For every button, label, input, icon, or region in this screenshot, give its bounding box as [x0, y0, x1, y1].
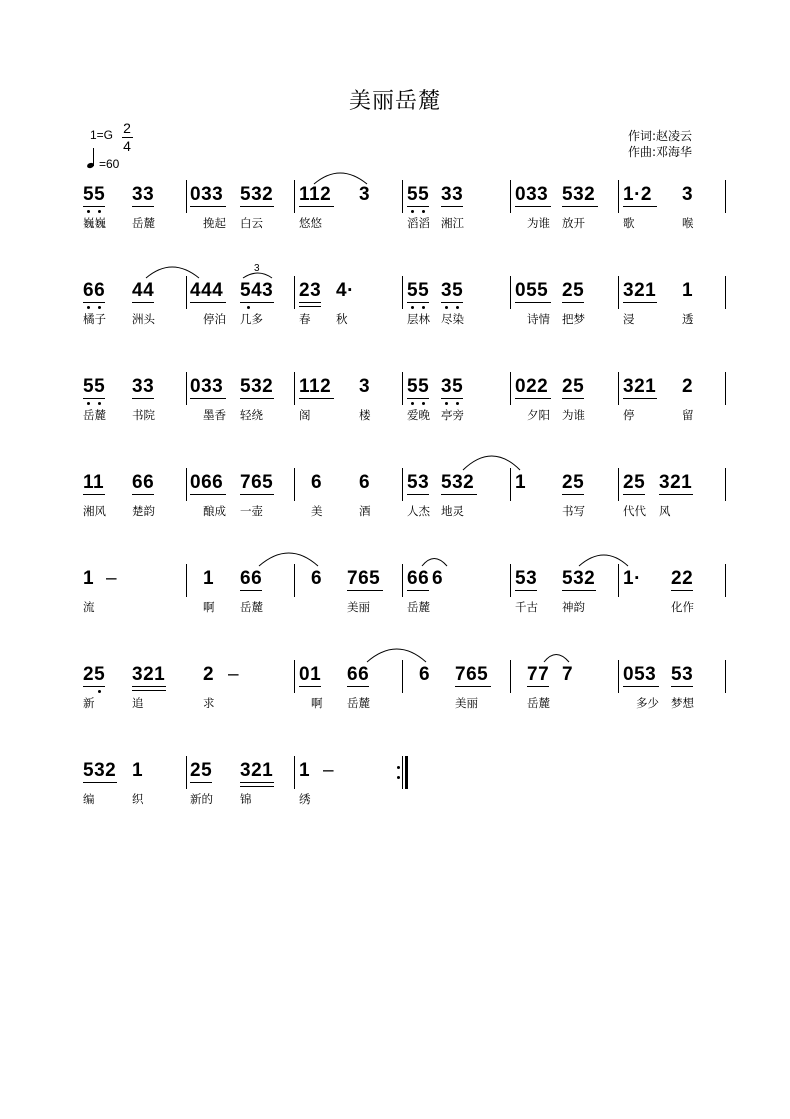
- note-group: 2: [682, 376, 694, 397]
- staff-row-7: [0, 756, 790, 816]
- note-group: 53: [407, 472, 430, 493]
- lyric: 轻绕: [240, 408, 263, 422]
- lyric: 楼: [359, 408, 371, 422]
- note-group: 532: [83, 760, 117, 781]
- lyric: 啊: [203, 600, 215, 614]
- lyric: 夕阳: [527, 408, 550, 422]
- lyric: 啊: [311, 696, 323, 710]
- note-group: 055: [515, 280, 549, 301]
- lyric: 求: [203, 696, 215, 710]
- barline: [618, 180, 619, 213]
- barline: [294, 372, 295, 405]
- note-group: 44: [132, 280, 155, 301]
- lyric: 透: [682, 312, 694, 326]
- note-group: 321: [623, 376, 657, 397]
- lyric: 橘子: [83, 312, 106, 326]
- note-group: –: [106, 568, 118, 589]
- note-group: 1: [682, 280, 694, 301]
- lyric: 书写: [562, 504, 585, 518]
- lyric: 几多: [240, 312, 263, 326]
- lyric: 留: [682, 408, 694, 422]
- barline: [186, 372, 187, 405]
- note-group: 3: [359, 376, 371, 397]
- composer-credit: 作曲:邓海华: [628, 145, 693, 159]
- note-group: 35: [441, 376, 464, 397]
- lyric: 巍巍: [83, 216, 106, 230]
- lyric: 岳麓: [83, 408, 106, 422]
- credits: [628, 128, 692, 160]
- lyricist-credit: 作词:赵凌云: [628, 129, 693, 143]
- note-group: 022: [515, 376, 549, 397]
- time-signature-top: 2: [123, 120, 131, 136]
- note-group: 25: [562, 376, 585, 397]
- barline: [186, 180, 187, 213]
- lyric: 织: [132, 792, 144, 806]
- barline: [725, 180, 726, 213]
- note-group: 77: [527, 664, 550, 685]
- triplet-mark: 3: [254, 263, 261, 274]
- lyric: 尽染: [441, 312, 464, 326]
- note-group: 23: [299, 280, 322, 301]
- key-signature: 1=G: [90, 128, 114, 142]
- note-group: 55: [407, 376, 430, 397]
- note-group: 22: [671, 568, 694, 589]
- note-group: 25: [83, 664, 106, 685]
- note-group: 543: [240, 280, 274, 301]
- note-group: 033: [515, 184, 549, 205]
- lyric: 化作: [671, 600, 694, 614]
- lyric: 新: [83, 696, 95, 710]
- note-group: 532: [240, 184, 274, 205]
- note-group: 35: [441, 280, 464, 301]
- barline: [725, 660, 726, 693]
- lyric: 千古: [515, 600, 538, 614]
- note-group: 6: [432, 568, 444, 589]
- note-group: 55: [83, 376, 106, 397]
- staff-row-3: [0, 372, 790, 432]
- lyric: 梦想: [671, 696, 694, 710]
- note-group: 2: [203, 664, 215, 685]
- tie-arc: [462, 450, 522, 474]
- lyric: 流: [83, 600, 95, 614]
- note-group: 7: [562, 664, 574, 685]
- lyric: 美: [311, 504, 323, 518]
- barline: [294, 276, 295, 309]
- triplet-bracket: [242, 270, 274, 280]
- note-group: 66: [132, 472, 155, 493]
- barline: [725, 372, 726, 405]
- lyric: 湘江: [441, 216, 464, 230]
- barline: [402, 468, 403, 501]
- note-group: 112: [299, 376, 332, 397]
- staff-row-2: [0, 263, 790, 336]
- note-group: 1: [299, 760, 311, 781]
- note-group: 765: [347, 568, 381, 589]
- note-group: 55: [407, 184, 430, 205]
- lyric: 歌: [623, 216, 635, 230]
- barline: [510, 276, 511, 309]
- lyric: 为谁: [527, 216, 550, 230]
- note-group: 6: [311, 568, 323, 589]
- note-group: 321: [240, 760, 274, 781]
- barline: [510, 660, 511, 693]
- barline: [402, 564, 403, 597]
- tie-arc: [366, 644, 428, 666]
- note-group: 532: [240, 376, 274, 397]
- note-group: 765: [455, 664, 489, 685]
- note-group: 4·: [336, 280, 354, 301]
- note-group: 066: [190, 472, 224, 493]
- lyric: 书院: [132, 408, 155, 422]
- staff-row-5: [0, 564, 790, 624]
- note-group: 6: [311, 472, 323, 493]
- quarter-note-icon: [87, 146, 97, 168]
- lyric: 白云: [240, 216, 263, 230]
- lyric: 爱晚: [407, 408, 430, 422]
- lyric: 楚韵: [132, 504, 155, 518]
- note-group: 765: [240, 472, 274, 493]
- note-group: 33: [441, 184, 464, 205]
- note-group: 532: [441, 472, 475, 493]
- note-group: 1: [515, 472, 527, 493]
- tie-arc: [578, 550, 630, 570]
- note-group: 1: [203, 568, 215, 589]
- barline: [510, 180, 511, 213]
- note-group: 321: [132, 664, 166, 685]
- barline: [294, 468, 295, 501]
- note-group: 321: [623, 280, 657, 301]
- lyric: 一壶: [240, 504, 263, 518]
- note-group: 25: [562, 280, 585, 301]
- note-group: 66: [407, 568, 430, 589]
- barline: [618, 372, 619, 405]
- note-group: 01: [299, 664, 322, 685]
- barline: [618, 276, 619, 309]
- note-group: 6: [359, 472, 371, 493]
- note-group: 033: [190, 376, 224, 397]
- lyric: 洲头: [132, 312, 155, 326]
- lyric: 墨香: [203, 408, 226, 422]
- tie-arc: [145, 262, 201, 282]
- tie-arc: [313, 168, 369, 188]
- repeat-dot: [397, 766, 400, 769]
- lyric: 岳麓: [132, 216, 155, 230]
- note-group: 55: [83, 184, 106, 205]
- barline: [725, 564, 726, 597]
- tie-arc: [258, 548, 320, 570]
- lyric: 停: [623, 408, 635, 422]
- repeat-dot: [397, 776, 400, 779]
- note-group: 1: [132, 760, 144, 781]
- lyric: 亭旁: [441, 408, 464, 422]
- note-group: 033: [190, 184, 224, 205]
- barline: [294, 756, 295, 789]
- time-signature: [121, 120, 133, 155]
- note-group: 33: [132, 376, 155, 397]
- note-group: 532: [562, 184, 596, 205]
- lyric: 酿成: [203, 504, 226, 518]
- barline: [402, 180, 403, 213]
- note-group: –: [228, 664, 240, 685]
- barline: [402, 372, 403, 405]
- lyric: 层林: [407, 312, 430, 326]
- note-group: 1: [83, 568, 95, 589]
- note-group: 11: [83, 472, 105, 493]
- time-signature-bottom: 4: [123, 138, 131, 154]
- note-group: 3: [682, 184, 694, 205]
- barline: [510, 372, 511, 405]
- lyric: 追: [132, 696, 144, 710]
- lyric: 岳麓: [240, 600, 263, 614]
- lyric: 美丽: [347, 600, 370, 614]
- lyric: 神韵: [562, 600, 585, 614]
- note-group: 66: [83, 280, 106, 301]
- note-group: 1·2: [623, 184, 652, 205]
- lyric: 把梦: [562, 312, 585, 326]
- barline: [186, 756, 187, 789]
- note-group: 55: [407, 280, 430, 301]
- note-group: 53: [515, 568, 538, 589]
- barline: [186, 468, 187, 501]
- lyric: 岳麓: [407, 600, 430, 614]
- tempo-value: =60: [99, 157, 120, 171]
- staff-row-4: [0, 468, 790, 528]
- lyric: 地灵: [441, 504, 464, 518]
- note-group: 33: [132, 184, 155, 205]
- note-group: 6: [419, 664, 431, 685]
- barline: [402, 756, 403, 789]
- barline: [618, 660, 619, 693]
- final-barline: [405, 756, 408, 789]
- lyric: 绣: [299, 792, 311, 806]
- note-group: 53: [671, 664, 694, 685]
- lyric: 新的: [190, 792, 213, 806]
- lyric: 代代: [623, 504, 646, 518]
- lyric: 挽起: [203, 216, 226, 230]
- note-group: 444: [190, 280, 224, 301]
- lyric: 美丽: [455, 696, 478, 710]
- lyric: 悠悠: [299, 216, 322, 230]
- lyric: 锦: [240, 792, 252, 806]
- note-group: 1·: [623, 568, 641, 589]
- lyric: 浸: [623, 312, 635, 326]
- lyric: 编: [83, 792, 95, 806]
- note-group: 532: [562, 568, 596, 589]
- lyric: 岳麓: [527, 696, 550, 710]
- barline: [294, 180, 295, 213]
- lyric: 喉: [682, 216, 694, 230]
- note-group: 25: [623, 472, 646, 493]
- note-group: 25: [562, 472, 585, 493]
- note-group: 66: [347, 664, 370, 685]
- lyric: 放开: [562, 216, 585, 230]
- note-group: 053: [623, 664, 657, 685]
- barline: [402, 276, 403, 309]
- barline: [725, 468, 726, 501]
- lyric: 为谁: [562, 408, 585, 422]
- lyric: 多少: [636, 696, 659, 710]
- tie-arc: [421, 554, 449, 568]
- lyric: 岳麓: [347, 696, 370, 710]
- lyric: 风: [659, 504, 671, 518]
- staff-row-6: [0, 660, 790, 720]
- tie-arc: [543, 650, 571, 664]
- note-group: 321: [659, 472, 693, 493]
- lyric: 春: [299, 312, 311, 326]
- lyric: 诗情: [527, 312, 550, 326]
- note-group: 66: [240, 568, 263, 589]
- note-group: 25: [190, 760, 213, 781]
- barline: [618, 468, 619, 501]
- page-title: 美丽岳麓: [348, 89, 441, 114]
- lyric: 阁: [299, 408, 311, 422]
- barline: [725, 276, 726, 309]
- staff-row-1: [0, 180, 790, 240]
- lyric: 停泊: [203, 312, 226, 326]
- lyric: 人杰: [407, 504, 430, 518]
- lyric: 秋: [336, 312, 348, 326]
- barline: [186, 564, 187, 597]
- note-group: –: [323, 760, 335, 781]
- lyric: 滔滔: [407, 216, 430, 230]
- note-group: 112: [299, 184, 332, 205]
- lyric: 酒: [359, 504, 371, 518]
- tempo-marking: [87, 146, 119, 171]
- lyric: 湘风: [83, 504, 106, 518]
- barline: [294, 660, 295, 693]
- barline: [510, 564, 511, 597]
- note-group: 3: [359, 184, 371, 205]
